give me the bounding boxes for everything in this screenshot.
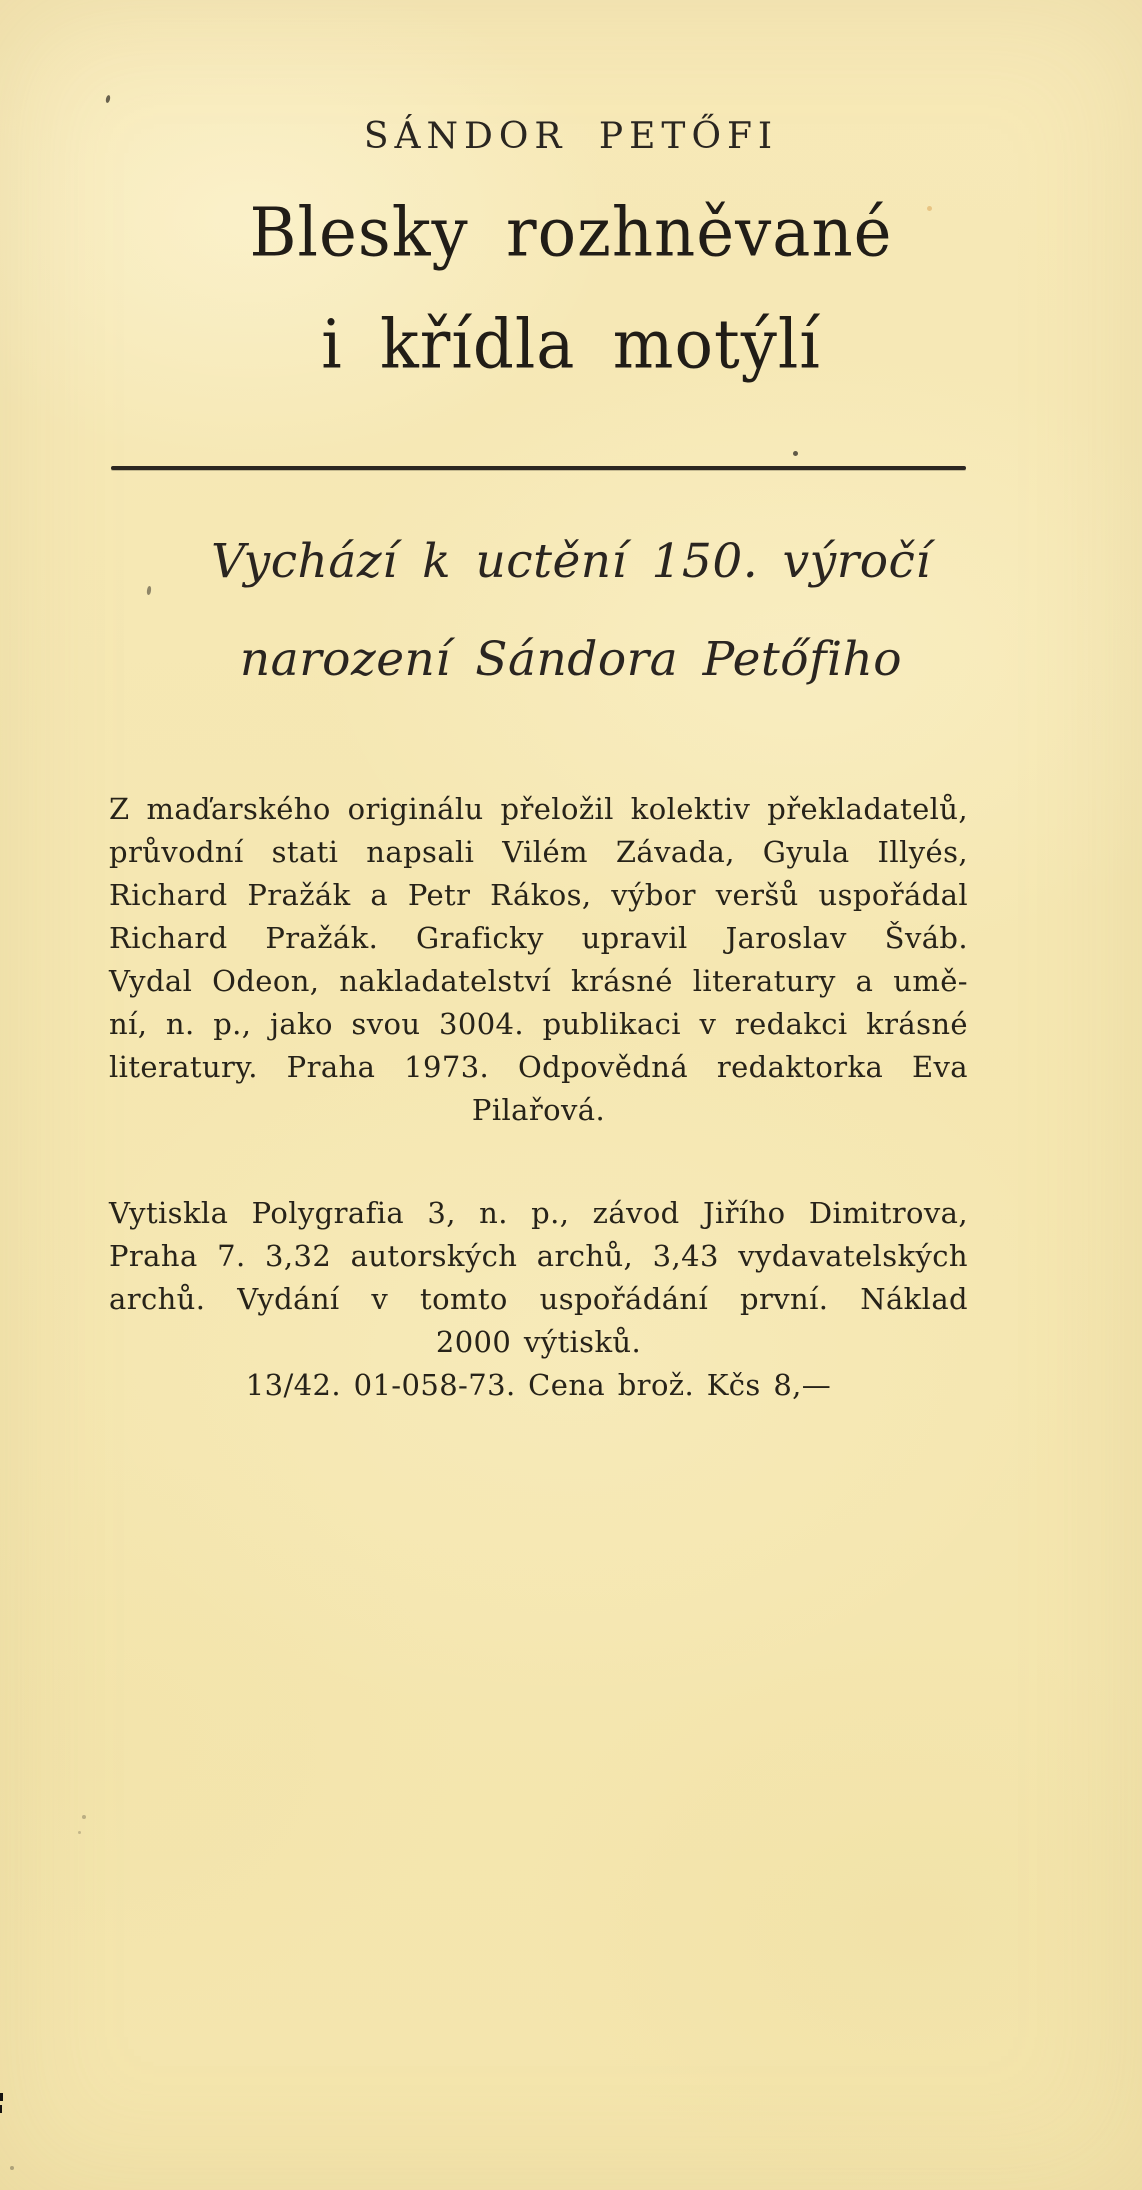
scan-edge-artifact xyxy=(0,2105,2,2113)
author-name: SÁNDOR PETŐFI xyxy=(363,116,779,157)
book-title-line-1: Blesky rozhněvané xyxy=(249,193,893,273)
colophon-line: archů. Vydání v tomto uspořádání první. Náklad xyxy=(109,1282,968,1316)
colophon-line: průvodní stati napsali Vilém Závada, Gyula Illyés, xyxy=(109,835,968,869)
colophon-line: Praha 7. 3,32 autorských archů, 3,43 vydavatelských xyxy=(109,1239,968,1273)
dedication-line-2: narození Sándora Petőfiho xyxy=(239,632,903,687)
paper-speck xyxy=(10,2166,14,2170)
colophon-line: Pilařová. xyxy=(471,1093,606,1127)
book-title-line-2: i křídla motýlí xyxy=(321,305,821,385)
colophon-line: 2000 výtisků. xyxy=(435,1325,642,1359)
paper-speck xyxy=(146,586,151,595)
colophon-line: Vydal Odeon, nakladatelství krásné literatury a umě- xyxy=(109,964,968,998)
colophon-line: Richard Pražák a Petr Rákos, výbor veršů uspořádal xyxy=(109,878,968,912)
scan-edge-artifact xyxy=(0,2093,3,2101)
colophon-line: Richard Pražák. Graficky upravil Jaroslav Šváb. xyxy=(109,921,968,955)
colophon-line: ní, n. p., jako svou 3004. publikaci v redakci krásné xyxy=(109,1007,968,1041)
colophon-line: Z maďarského originálu přeložil kolektiv překladatelů, xyxy=(109,792,968,826)
colophon-paragraph-2 xyxy=(109,1192,968,1407)
colophon-line: literatury. Praha 1973. Odpovědná redaktorka Eva xyxy=(109,1050,968,1084)
colophon-line: 13/42. 01-058-73. Cena brož. Kčs 8,— xyxy=(245,1368,832,1402)
paper-speck xyxy=(82,1815,86,1819)
paper-speck xyxy=(105,95,111,104)
colophon-paragraph-1 xyxy=(109,788,968,1132)
paper-speck xyxy=(793,451,798,456)
horizontal-rule xyxy=(111,466,966,470)
colophon-line: Vytiskla Polygrafia 3, n. p., závod Jiřího Dimitrova, xyxy=(109,1196,968,1230)
dedication-line-1: Vychází k uctění 150. výročí xyxy=(211,534,931,589)
paper-speck xyxy=(78,1831,81,1834)
paper-speck xyxy=(927,206,932,211)
